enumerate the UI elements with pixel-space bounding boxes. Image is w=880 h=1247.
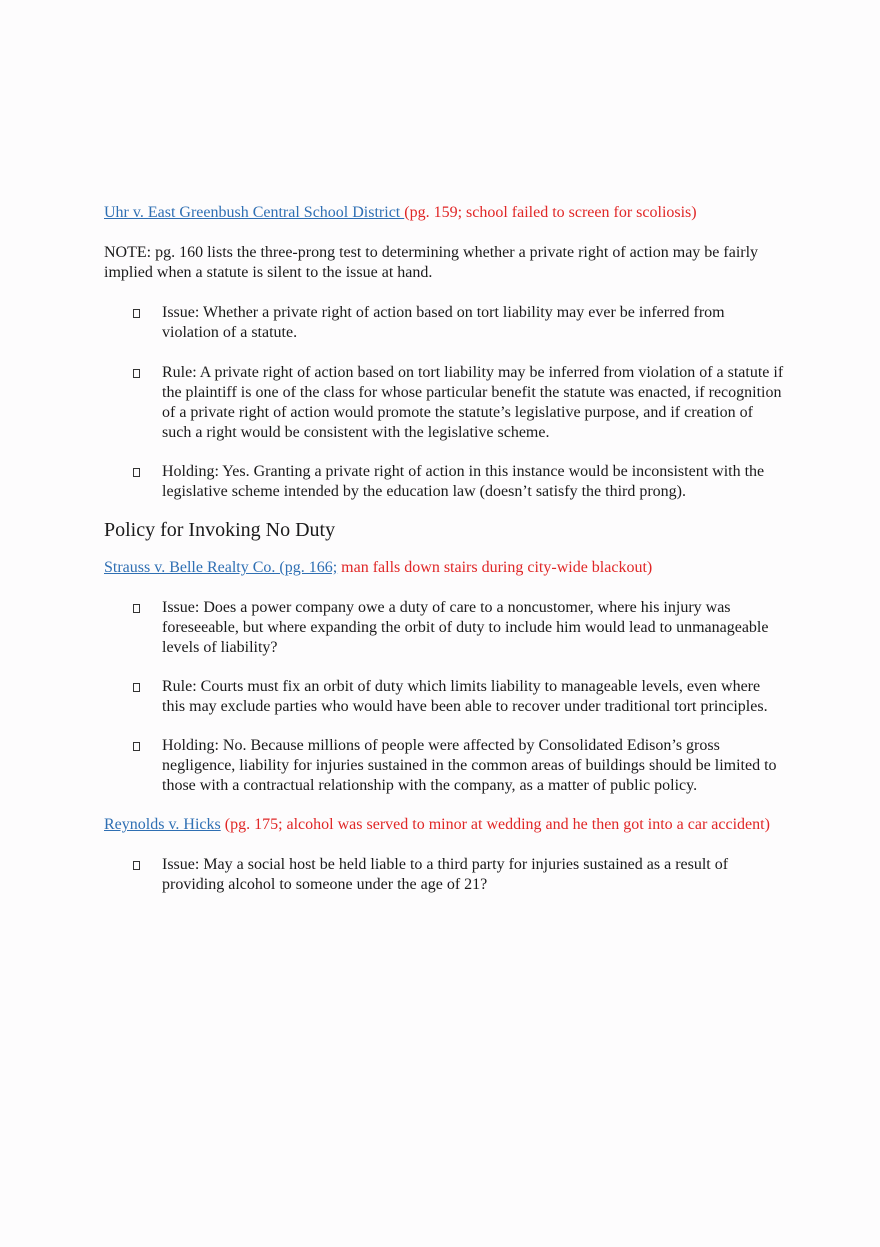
case-heading-uhr	[104, 203, 784, 223]
checkbox-bullet-icon	[133, 742, 140, 751]
checkbox-bullet-icon	[133, 309, 140, 318]
list-item	[104, 677, 784, 717]
bullet-text: Holding: Yes. Granting a private right of action in this instance would be inconsistent with the legislative scheme intended by the education law (doesn’t satisfy the third prong).	[162, 463, 765, 500]
uhr-bullet-list	[104, 303, 784, 502]
bullet-text: Rule: A private right of action based on tort liability may be inferred from violation of a statute if the plaintiff is one of the class for whose particular benefit the statute was enacted, if recognition of a private right of action would promote the statute’s legislative purpose, and if creation of such a right would be consistent with the legislative scheme.	[162, 364, 784, 441]
checkbox-bullet-icon	[133, 468, 140, 477]
strauss-bullet-list	[104, 598, 784, 796]
bullet-text: Holding: No. Because millions of people were affected by Consolidated Edison’s gross negligence, liability for injuries sustained in the common areas of buildings should be limited to those with a contractual relationship with the company, as a matter of public policy.	[162, 737, 777, 794]
list-item	[104, 363, 784, 443]
case-heading-reynolds	[104, 815, 784, 835]
reynolds-bullet-list	[104, 855, 784, 895]
checkbox-bullet-icon	[133, 604, 140, 613]
case-link-uhr[interactable]: Uhr v. East Greenbush Central School District	[104, 204, 405, 221]
list-item	[104, 598, 784, 658]
list-item	[104, 855, 784, 895]
bullet-text: Issue: Whether a private right of action based on tort liability may ever be inferred from violation of a statute.	[162, 304, 725, 341]
case-note-strauss: man falls down stairs during city-wide blackout)	[337, 559, 653, 576]
list-item	[104, 462, 784, 502]
case-note-uhr: (pg. 159; school failed to screen for scoliosis)	[404, 204, 697, 221]
list-item	[104, 303, 784, 343]
bullet-text: Issue: May a social host be held liable to a third party for injuries sustained as a result of providing alcohol to someone under the age of 21?	[162, 856, 729, 893]
checkbox-bullet-icon	[133, 683, 140, 692]
case-link-strauss[interactable]: Strauss v. Belle Realty Co. (pg. 166;	[104, 559, 338, 576]
note-paragraph: NOTE: pg. 160 lists the three-prong test to determining whether a private right of action may be fairly implied when a statute is silent to the issue at hand.	[104, 244, 759, 281]
checkbox-bullet-icon	[133, 861, 140, 870]
checkbox-bullet-icon	[133, 369, 140, 378]
case-link-reynolds[interactable]: Reynolds v. Hicks	[104, 816, 221, 833]
section-heading: Policy for Invoking No Duty	[104, 519, 336, 541]
bullet-text: Issue: Does a power company owe a duty of care to a noncustomer, where his injury was foreseeable, but where expanding the orbit of duty to include him would lead to unmanageable levels of liability?	[162, 599, 769, 656]
case-note-reynolds: (pg. 175; alcohol was served to minor at wedding and he then got into a car accident)	[220, 816, 770, 833]
bullet-text: Rule: Courts must fix an orbit of duty which limits liability to manageable levels, even where this may exclude parties who would have been able to recover under traditional tort principles.	[162, 678, 768, 715]
case-heading-strauss	[104, 558, 784, 578]
list-item	[104, 736, 784, 796]
document-page	[104, 203, 784, 895]
